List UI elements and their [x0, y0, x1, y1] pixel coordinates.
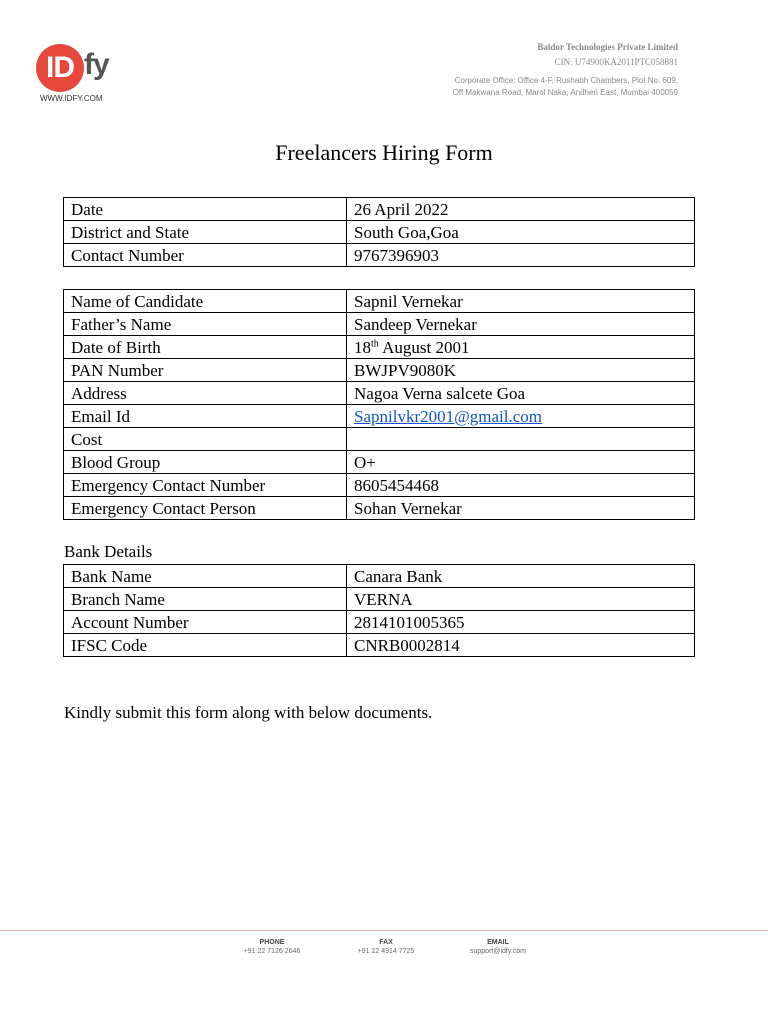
dob-suffix: th	[371, 337, 379, 349]
table-row	[64, 290, 695, 313]
field-value: Canara Bank	[347, 565, 695, 588]
field-label: Contact Number	[64, 244, 347, 267]
field-label: Date	[64, 198, 347, 221]
company-cin: CIN: U74900KA2011PTC058881	[554, 57, 678, 67]
table-row	[64, 405, 695, 428]
bank-details-heading: Bank Details	[64, 542, 153, 561]
field-value: 8605454468	[347, 474, 695, 497]
table-row	[64, 359, 695, 382]
field-label: Cost	[64, 428, 347, 451]
field-label: Date of Birth	[64, 336, 347, 359]
field-value: Sohan Vernekar	[347, 497, 695, 520]
field-value	[347, 336, 695, 359]
footer-divider	[0, 930, 768, 931]
footer-email	[458, 939, 538, 955]
field-value: CNRB0002814	[347, 634, 695, 657]
logo-suffix: fy	[84, 48, 109, 81]
table-row	[64, 428, 695, 451]
contact-table	[63, 197, 695, 267]
idfy-logo	[36, 44, 126, 106]
company-info	[453, 42, 678, 99]
field-value: O+	[347, 451, 695, 474]
form-title: Freelancers Hiring Form	[275, 140, 493, 165]
dob-day: 18	[354, 337, 371, 357]
table-row	[64, 313, 695, 336]
field-value: BWJPV9080K	[347, 359, 695, 382]
dob-rest: August 2001	[378, 337, 470, 357]
bank-table	[63, 564, 695, 657]
field-value	[347, 405, 695, 428]
table-row	[64, 221, 695, 244]
fax-value: +91 22 4914 7725	[357, 948, 415, 955]
table-row	[64, 611, 695, 634]
company-name: Baldor Technologies Private Limited	[537, 42, 678, 52]
submission-note: Kindly submit this form along with below documents.	[64, 703, 433, 722]
table-row	[64, 497, 695, 520]
field-label: Father’s Name	[64, 313, 347, 336]
field-value	[347, 428, 695, 451]
field-value: Sandeep Vernekar	[347, 313, 695, 336]
address-line-1: Corporate Office: Office 4-F, Rushabh Chambers, Plot No. 609,	[454, 76, 678, 85]
address-line-2: Off Makwana Road, Marol Naka, Andheri East, Mumbai 400059	[452, 88, 678, 97]
field-label: Emergency Contact Number	[64, 474, 347, 497]
footer-phone	[232, 939, 312, 955]
fax-label: FAX	[379, 939, 393, 946]
field-value: Sapnil Vernekar	[347, 290, 695, 313]
email-label: EMAIL	[487, 939, 509, 946]
field-label: Bank Name	[64, 565, 347, 588]
field-label: Account Number	[64, 611, 347, 634]
field-label: District and State	[64, 221, 347, 244]
table-row	[64, 474, 695, 497]
email-link[interactable]: Sapnilvkr2001@gmail.com	[354, 406, 542, 426]
phone-label: PHONE	[259, 939, 285, 946]
table-row	[64, 588, 695, 611]
field-value: South Goa,Goa	[347, 221, 695, 244]
footer-fax	[346, 939, 426, 955]
phone-value: +91 22 7126 2646	[243, 948, 301, 955]
field-label: Name of Candidate	[64, 290, 347, 313]
field-label: Branch Name	[64, 588, 347, 611]
field-label: Blood Group	[64, 451, 347, 474]
field-value: VERNA	[347, 588, 695, 611]
field-value: 26 April 2022	[347, 198, 695, 221]
table-row	[64, 382, 695, 405]
company-address	[453, 75, 678, 99]
field-label: Emergency Contact Person	[64, 497, 347, 520]
website-url: WWW.IDFY.COM	[40, 94, 103, 103]
candidate-table	[63, 289, 695, 520]
field-label: PAN Number	[64, 359, 347, 382]
field-label: Email Id	[64, 405, 347, 428]
table-row	[64, 634, 695, 657]
logo-mark: ID	[36, 44, 84, 92]
table-row	[64, 244, 695, 267]
field-value: 9767396903	[347, 244, 695, 267]
email-value[interactable]: support@idfy.com	[470, 948, 526, 955]
field-label: IFSC Code	[64, 634, 347, 657]
table-row	[64, 198, 695, 221]
table-row	[64, 451, 695, 474]
field-value: Nagoa Verna salcete Goa	[347, 382, 695, 405]
field-label: Address	[64, 382, 347, 405]
table-row	[64, 336, 695, 359]
field-value: 2814101005365	[347, 611, 695, 634]
table-row	[64, 565, 695, 588]
